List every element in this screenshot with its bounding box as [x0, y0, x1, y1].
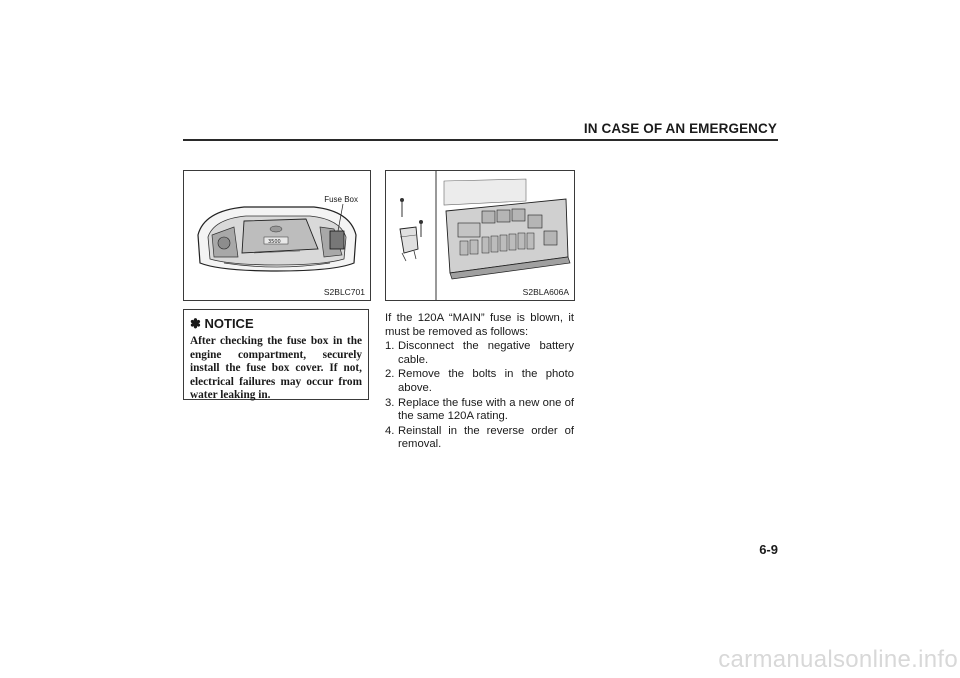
step-number: 3.	[385, 396, 395, 409]
list-item	[385, 340, 574, 367]
notice-box	[183, 309, 369, 400]
step-text: Replace the fuse with a new one of the same 120A rating.	[398, 396, 574, 423]
header-rule	[183, 139, 778, 141]
fuse-box-label: Fuse Box	[324, 195, 358, 204]
step-text: Reinstall in the reverse order of removal.	[398, 424, 574, 451]
main-fuse-shape	[400, 227, 418, 253]
bolt-icon-2	[419, 220, 423, 237]
watermark: carmanualsonline.info	[718, 646, 958, 673]
list-item	[385, 397, 574, 424]
step-text: Remove the bolts in the photo above.	[398, 368, 574, 394]
figure-code: S2BLC701	[323, 287, 365, 297]
engine-compartment-figure	[183, 170, 371, 301]
instructions	[385, 312, 574, 453]
section-title: IN CASE OF AN EMERGENCY	[583, 121, 777, 136]
engine-badge: 3500	[268, 239, 281, 245]
instruction-steps	[385, 340, 574, 452]
notice-body: After checking the fuse box in the engine compartment, securely install the fuse box cover. If not, electrical failures may occur from water leaking in.	[190, 335, 362, 402]
fuse-box-shape	[330, 231, 344, 249]
list-item	[385, 425, 574, 452]
notice-title: ✽ NOTICE	[190, 316, 254, 331]
engine-bay-illustration	[184, 171, 370, 300]
step-text: Disconnect the negative battery cable.	[398, 340, 574, 366]
step-number: 1.	[385, 340, 395, 353]
page-number: 6-9	[759, 542, 778, 557]
instructions-intro: If the 120A “MAIN” fuse is blown, it must be removed as follows:	[385, 312, 574, 338]
list-item	[385, 368, 574, 395]
step-number: 2.	[385, 368, 395, 381]
step-number: 4.	[385, 424, 395, 437]
fuse-box-figure	[385, 170, 575, 301]
figure-code: S2BLA606A	[522, 287, 569, 297]
fuse-box-illustration	[386, 171, 574, 300]
bolt-icon	[400, 198, 404, 217]
